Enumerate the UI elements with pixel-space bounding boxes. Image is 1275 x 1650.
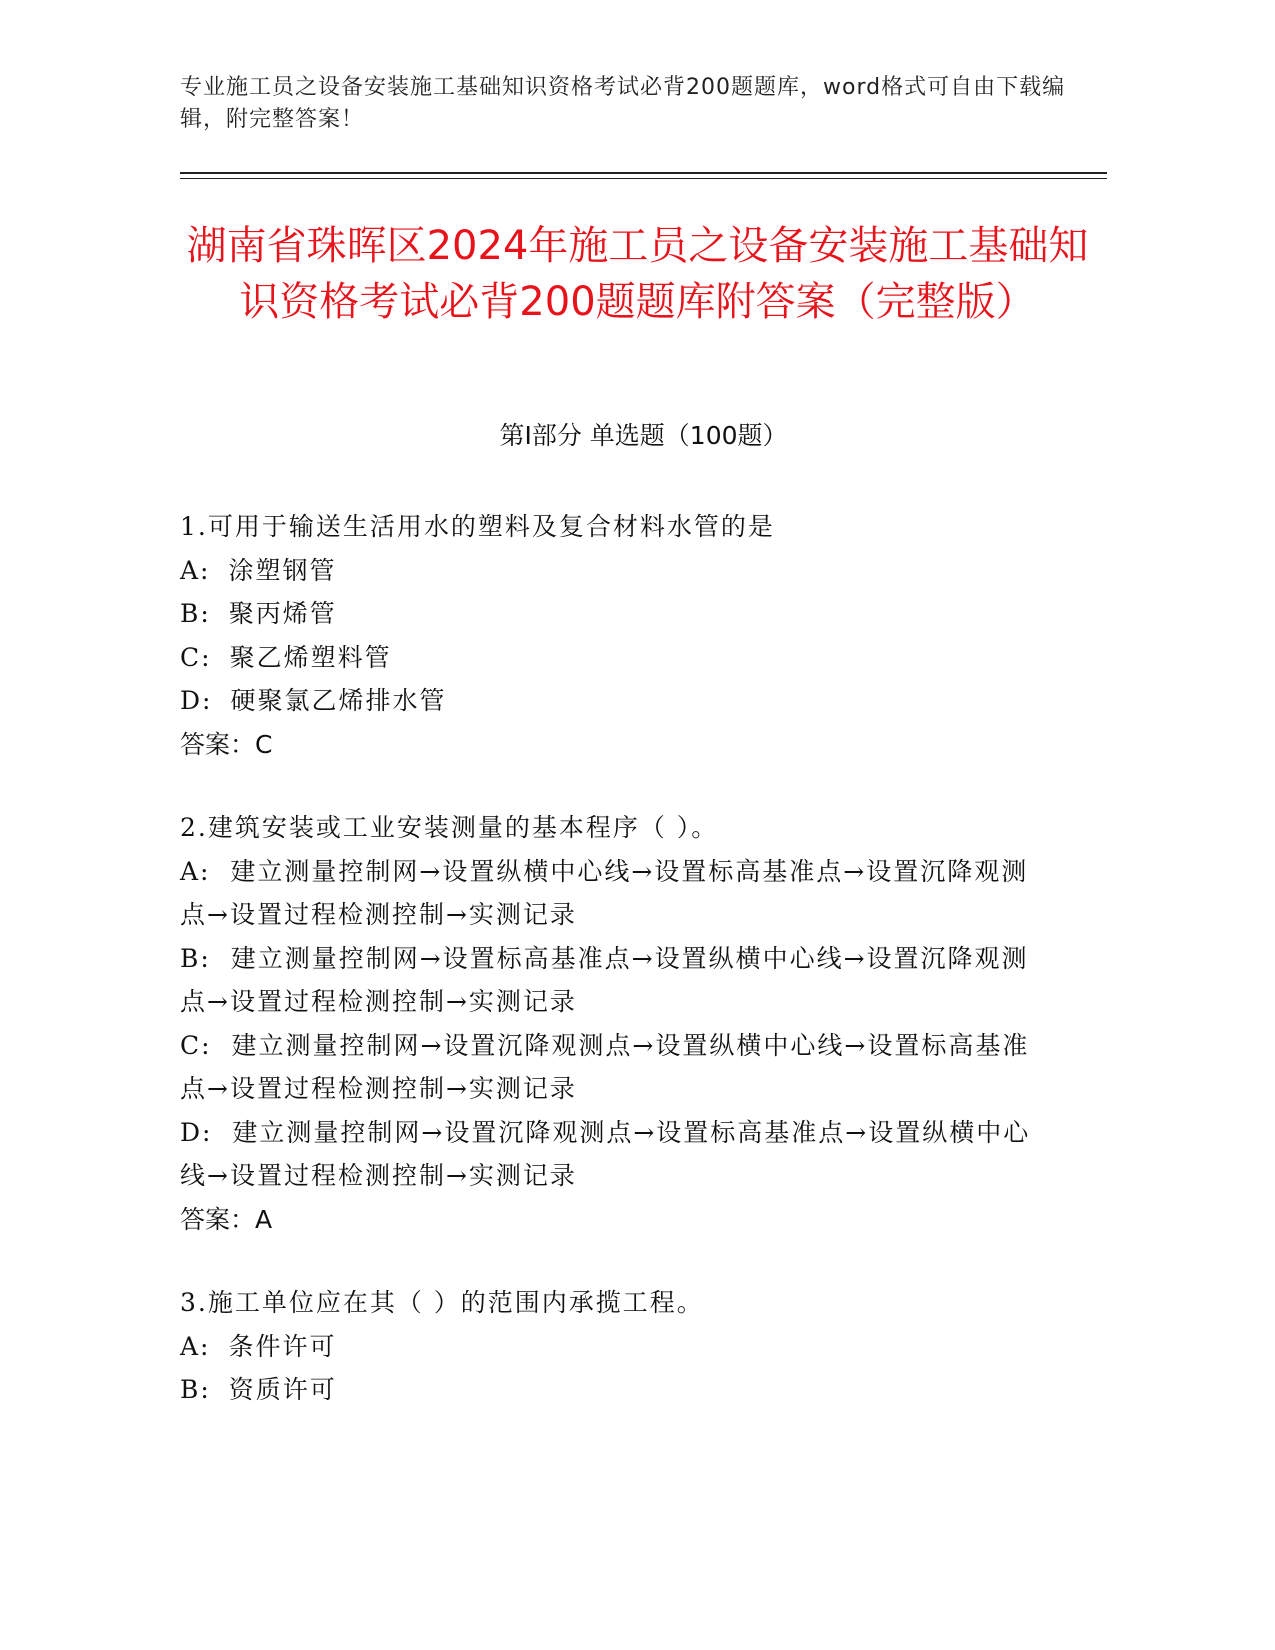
option-b bbox=[180, 937, 1040, 1024]
question-stem: 2.建筑安装或工业安装测量的基本程序（ ）。 bbox=[180, 813, 719, 842]
option-letter: C: bbox=[180, 1030, 212, 1060]
option-text: 资质许可 bbox=[228, 1375, 337, 1404]
option-a bbox=[180, 850, 1040, 937]
option-text: 硬聚氯乙烯排水管 bbox=[230, 686, 447, 715]
option-letter: D: bbox=[180, 686, 213, 715]
option-d bbox=[180, 679, 1040, 723]
option-d bbox=[180, 1111, 1040, 1198]
header-note: 专业施工员之设备安装施工基础知识资格考试必背200题题库，word格式可自由下载编辑，附完整答案！ bbox=[180, 75, 1066, 132]
option-letter: D: bbox=[180, 1117, 213, 1147]
answer-line: 答案：C bbox=[180, 729, 273, 759]
option-letter: B: bbox=[180, 943, 211, 973]
answer-line: 答案：A bbox=[180, 1204, 273, 1234]
question-stem: 1.可用于输送生活用水的塑料及复合材料水管的是 bbox=[180, 512, 775, 541]
option-letter: A: bbox=[180, 1331, 211, 1361]
option-letter: A: bbox=[180, 856, 211, 886]
option-text: 聚丙烯管 bbox=[228, 599, 337, 628]
question-stem: 3.施工单位应在其（ ）的范围内承揽工程。 bbox=[180, 1288, 704, 1317]
header-rule-thick bbox=[180, 172, 1107, 174]
option-text: 条件许可 bbox=[228, 1331, 337, 1361]
option-text: 建立测量控制网→设置沉降观测点→设置标高基准点→设置纵横中心线→设置过程检测控制→实测记录 bbox=[180, 1117, 1031, 1190]
option-text: 建立测量控制网→设置标高基准点→设置纵横中心线→设置沉降观测点→设置过程检测控制→实测记录 bbox=[180, 943, 1029, 1016]
option-a bbox=[180, 1325, 1040, 1369]
option-text: 涂塑钢管 bbox=[228, 555, 337, 585]
question-list bbox=[180, 505, 1040, 1452]
option-b bbox=[180, 592, 1040, 636]
question-2 bbox=[180, 806, 1040, 1241]
option-c bbox=[180, 636, 1040, 680]
question-1 bbox=[180, 505, 1040, 766]
option-text: 聚乙烯塑料管 bbox=[229, 642, 392, 672]
header-rule-thin bbox=[180, 178, 1107, 179]
option-letter: C: bbox=[180, 642, 212, 672]
document-title: 湖南省珠晖区2024年施工员之设备安装施工基础知识资格考试必背200题题库附答案（完整版） bbox=[186, 223, 1089, 325]
option-letter: A: bbox=[180, 555, 211, 585]
option-letter: B: bbox=[180, 1375, 211, 1404]
option-text: 建立测量控制网→设置纵横中心线→设置标高基准点→设置沉降观测点→设置过程检测控制→实测记录 bbox=[180, 856, 1029, 929]
question-3 bbox=[180, 1281, 1040, 1412]
option-text: 建立测量控制网→设置沉降观测点→设置纵横中心线→设置标高基准点→设置过程检测控制→实测记录 bbox=[180, 1030, 1030, 1103]
option-c bbox=[180, 1024, 1040, 1111]
section-title: 第I部分 单选题（100题） bbox=[499, 421, 788, 450]
option-a bbox=[180, 549, 1040, 593]
option-b bbox=[180, 1368, 1040, 1412]
option-letter: B: bbox=[180, 599, 211, 628]
